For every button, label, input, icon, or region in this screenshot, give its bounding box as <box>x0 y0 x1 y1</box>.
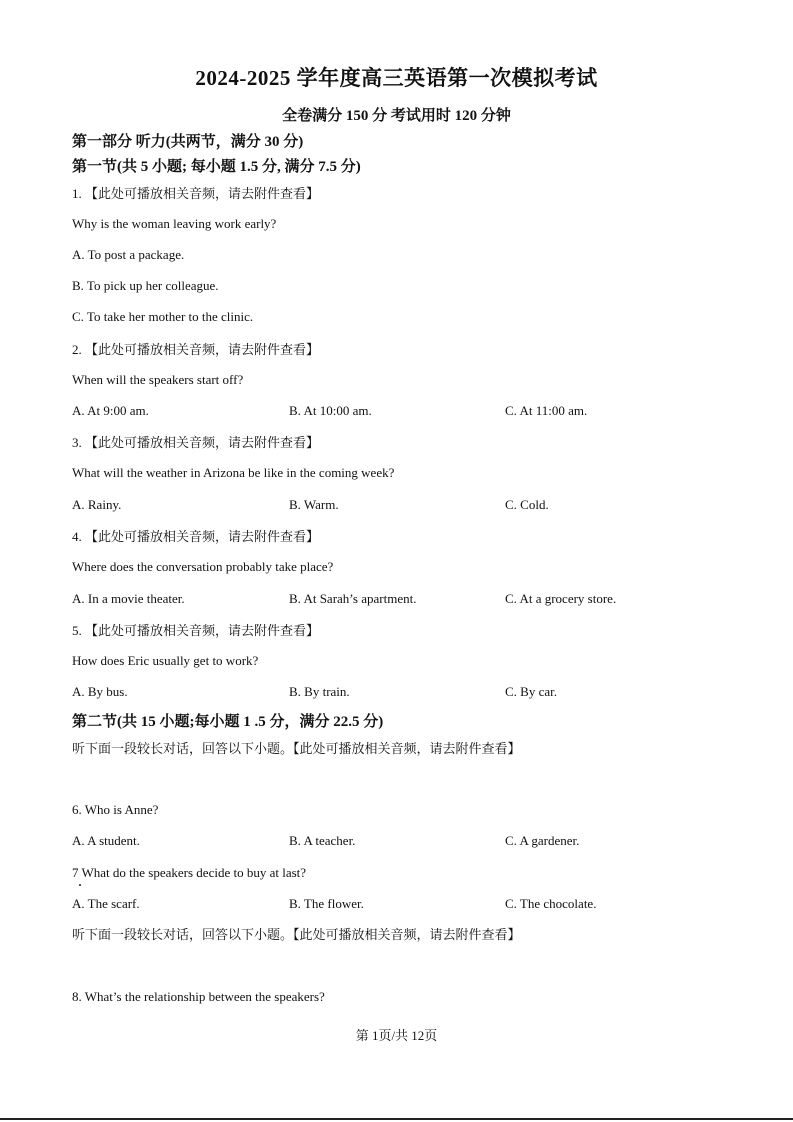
option-b: B. The flower. <box>289 896 364 911</box>
option-a: A. The scarf. <box>72 896 140 911</box>
question-text: When will the speakers start off? <box>72 372 244 387</box>
part-heading: 第一部分 听力(共两节，满分 30 分) <box>72 134 304 150</box>
audio-placeholder: 1. 【此处可播放相关音频，请去附件查看】 <box>72 186 320 201</box>
dialogue-instruction: 听下面一段较长对话，回答以下小题。【此处可播放相关音频，请去附件查看】 <box>72 741 521 756</box>
option-a: A. By bus. <box>72 684 128 699</box>
option-a: A. In a movie theater. <box>72 591 185 606</box>
question-text: How does Eric usually get to work? <box>72 653 259 668</box>
audio-placeholder: 2. 【此处可播放相关音频，请去附件查看】 <box>72 342 320 357</box>
dialogue-instruction: 听下面一段较长对话，回答以下小题。【此处可播放相关音频，请去附件查看】 <box>72 927 521 942</box>
option-b: B. By train. <box>289 684 350 699</box>
page-subtitle: 全卷满分 150 分 考试用时 120 分钟 <box>282 108 511 124</box>
option-a: A. Rainy. <box>72 497 122 512</box>
option-c: C. The chocolate. <box>505 896 597 911</box>
question-text: 7 What do the speakers decide to buy at last? <box>72 865 307 880</box>
option-b: B. At Sarah’s apartment. <box>289 591 417 606</box>
question-text: Why is the woman leaving work early? <box>72 216 277 231</box>
audio-placeholder: 4. 【此处可播放相关音频，请去附件查看】 <box>72 529 320 544</box>
option-c: C. A gardener. <box>505 833 580 848</box>
option-a: A. To post a package. <box>72 247 185 262</box>
audio-placeholder: 3. 【此处可播放相关音频，请去附件查看】 <box>72 435 320 450</box>
option-a: A. At 9:00 am. <box>72 403 149 418</box>
option-c: C. By car. <box>505 684 557 699</box>
section-heading: 第一节(共 5 小题; 每小题 1.5 分, 满分 7.5 分) <box>72 159 361 175</box>
option-c: C. At a grocery store. <box>505 591 617 606</box>
audio-placeholder: 5. 【此处可播放相关音频，请去附件查看】 <box>72 623 320 638</box>
page-number: 第 1页/共 12页 <box>355 1028 438 1043</box>
option-c: C. At 11:00 am. <box>505 403 588 418</box>
question-text: 8. What’s the relationship between the speakers? <box>72 989 325 1004</box>
option-b: B. To pick up her colleague. <box>72 278 219 293</box>
question-text: Where does the conversation probably take place? <box>72 559 334 574</box>
option-b: B. At 10:00 am. <box>289 403 372 418</box>
option-c: C. To take her mother to the clinic. <box>72 309 254 324</box>
page-title: 2024-2025 学年度高三英语第一次模拟考试 <box>195 66 598 90</box>
question-text: What will the weather in Arizona be like in the coming week? <box>72 465 395 480</box>
scan-speck <box>79 884 81 886</box>
question-text: 6. Who is Anne? <box>72 802 159 817</box>
option-c: C. Cold. <box>505 497 549 512</box>
page-edge-rule <box>0 1118 793 1120</box>
section-heading: 第二节(共 15 小题;每小题 1 .5 分，满分 22.5 分) <box>72 714 384 730</box>
option-b: B. A teacher. <box>289 833 356 848</box>
option-a: A. A student. <box>72 833 140 848</box>
option-b: B. Warm. <box>289 497 339 512</box>
